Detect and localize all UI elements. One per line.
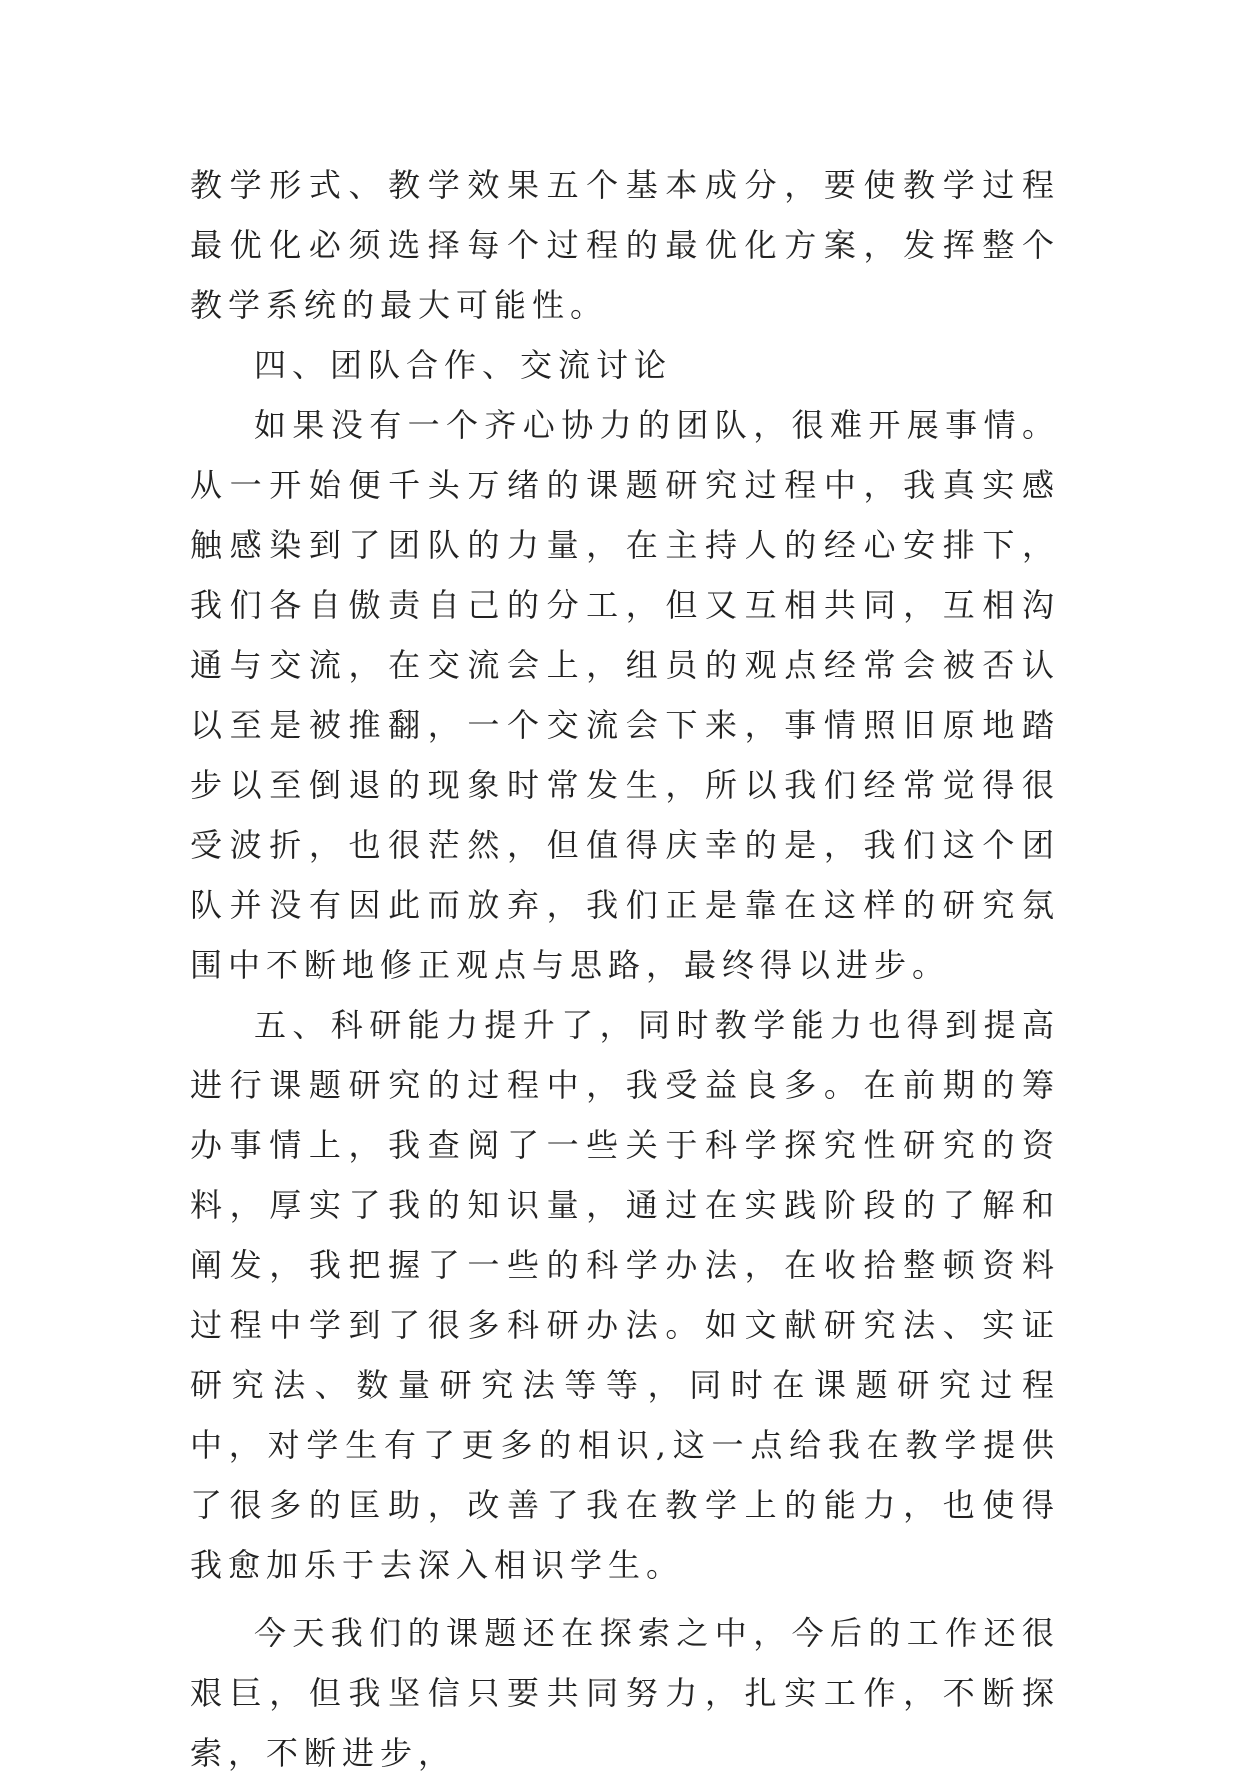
section-heading-teamwork: 四、团队合作、交流讨论 <box>254 346 673 384</box>
body-text <box>190 155 1060 1783</box>
paragraph-conclusion: 今天我们的课题还在探索之中，今后的工作还很艰巨，但我坚信只要共同努力，扎实工作，不断探索，不断进步， <box>190 1614 1060 1772</box>
paragraph-teamwork: 如果没有一个齐心协力的团队，很难开展事情。从一开始便千头万绪的课题研究过程中，我真实感触感染到了团队的力量，在主持人的经心安排下，我们各自傲责自己的分工，但又互相共同，互相沟通与交流，在交流会上，组员的观点经常会被否认以至是被推翻，一个交流会下来，事情照旧原地踏步以至倒退的现象时常发生，所以我们经常觉得很受波折，也很茫然，但值得庆幸的是，我们这个团队并没有因此而放弃，我们正是靠在这样的研究氛围中不断地修正观点与思路，最终得以进步。 <box>190 406 1060 984</box>
paragraph-intro-continuation: 教学形式、教学效果五个基本成分，要使教学过程最优化必须选择每个过程的最优化方案，发挥整个教学系统的最大可能性。 <box>190 166 1060 324</box>
paragraph-research-ability: 五、科研能力提升了，同时教学能力也得到提高进行课题研究的过程中，我受益良多。在前期的筹办事情上，我查阅了一些关于科学探究性研究的资料，厚实了我的知识量，通过在实践阶段的了解和阐发，我把握了一些的科学办法，在收拾整顿资料过程中学到了很多科研办法。如文献研究法、实证研究法、数量研究法等等，同时在课题研究过程中，对学生有了更多的相识,这一点给我在教学提供了很多的匡助，改善了我在教学上的能力，也使得我愈加乐于去深入相识学生。 <box>190 1006 1060 1584</box>
